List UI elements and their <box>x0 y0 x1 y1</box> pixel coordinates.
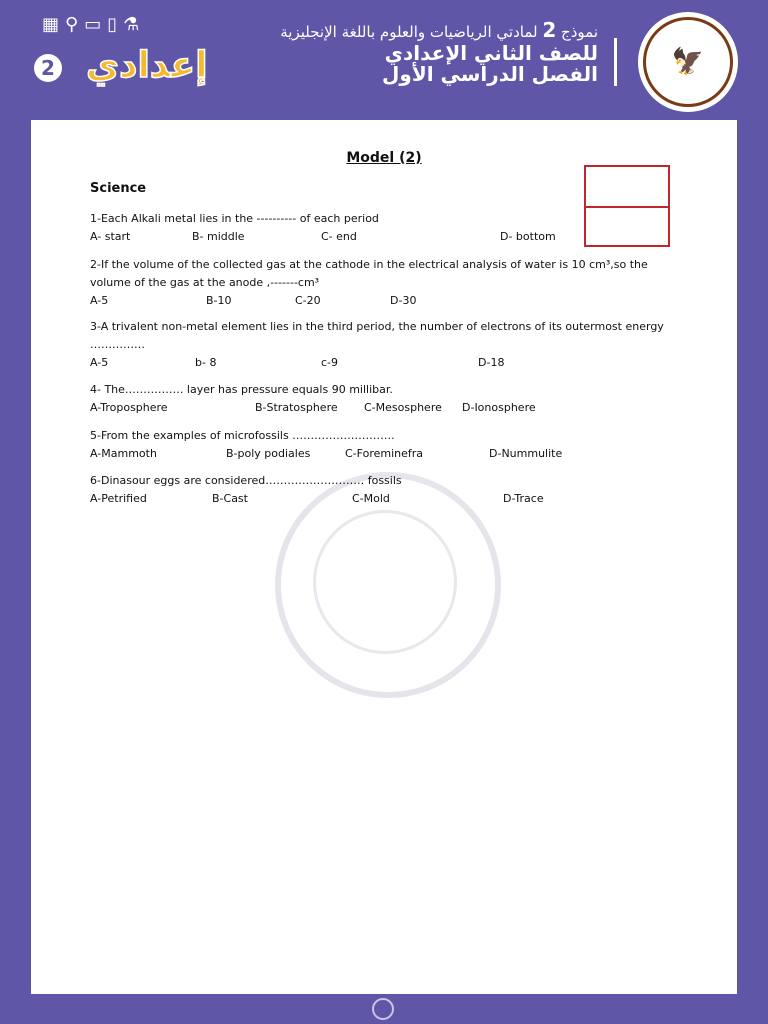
option: D-Ionosphere <box>462 401 536 414</box>
option: B-Stratosphere <box>255 401 338 414</box>
option: B-poly podiales <box>226 447 311 460</box>
option: A-Troposphere <box>90 401 168 414</box>
question-1: 1-Each Alkali metal lies in the ---------- of each period A- start B- middle C- end D- bottom <box>90 210 379 246</box>
footer-seal-icon <box>372 998 394 1020</box>
option: C-Mold <box>352 492 390 505</box>
question-4: 4- The……………. layer has pressure equals 90 millibar. A-Troposphere B-Stratosphere C-Mesosphere D-Ionosphere <box>90 381 393 417</box>
option: C- end <box>321 230 357 243</box>
option: b- 8 <box>195 356 217 369</box>
option: D-18 <box>478 356 505 369</box>
header-title-line3: الفصل الدراسي الأول <box>382 62 598 86</box>
option: B-Cast <box>212 492 248 505</box>
flask-icon: ⚗ <box>123 14 140 35</box>
option: D-30 <box>390 294 417 307</box>
tablet-icon: ▯ <box>107 14 118 35</box>
option: A-Mammoth <box>90 447 157 460</box>
question-2: 2-If the volume of the collected gas at the cathode in the electrical analysis of water is 10 cm³,so the volume of the gas at the anode ,-------cm³ A-5 B-10 C-20 D-30 <box>90 256 648 310</box>
option: A-5 <box>90 294 109 307</box>
option: D- bottom <box>500 230 556 243</box>
book-icon: ▭ <box>84 14 102 35</box>
logo-word: إعدادي <box>86 45 208 86</box>
eagle-icon: 🦅 <box>643 17 733 107</box>
option: A-Petrified <box>90 492 147 505</box>
calculator-icon: ▦ <box>42 14 60 35</box>
question-6: 6-Dinasour eggs are considered……………………… fossils A-Petrified B-Cast C-Mold D-Trace <box>90 472 402 508</box>
brand-logo <box>28 10 208 110</box>
option: C-20 <box>295 294 321 307</box>
page-header <box>0 0 768 120</box>
option: c-9 <box>321 356 339 369</box>
exam-paper <box>31 120 737 994</box>
option: B- middle <box>192 230 245 243</box>
option: D-Trace <box>503 492 544 505</box>
header-title <box>280 20 598 85</box>
microscope-icon: ⚲ <box>65 14 79 35</box>
header-divider <box>614 38 617 86</box>
logo-icons <box>42 14 139 35</box>
option: C-Foreminefra <box>345 447 424 460</box>
score-box <box>584 165 670 247</box>
question-3: 3-A trivalent non-metal element lies in the third period, the number of electrons of its outermost energy …………… A-5 b- 8 c-9 D-18 <box>90 318 664 372</box>
subject-heading: Science <box>90 181 147 196</box>
option: A- start <box>90 230 131 243</box>
logo-grade-badge: 2 <box>34 54 62 82</box>
header-title-line2: للصف الثاني الإعدادي <box>384 41 598 65</box>
model-title: Model (2) <box>346 150 422 166</box>
option: A-5 <box>90 356 109 369</box>
option: C-Mesosphere <box>364 401 442 414</box>
option: B-10 <box>206 294 232 307</box>
header-title-line1: نموذج 2 لمادتي الرياضيات والعلوم باللغة الإنجليزية <box>280 18 598 42</box>
question-5: 5-From the examples of microfossils ………………………. A-Mammoth B-poly podiales C-Foreminefra D-Nummulite <box>90 427 395 463</box>
option: D-Nummulite <box>489 447 563 460</box>
ministry-seal <box>638 12 738 112</box>
